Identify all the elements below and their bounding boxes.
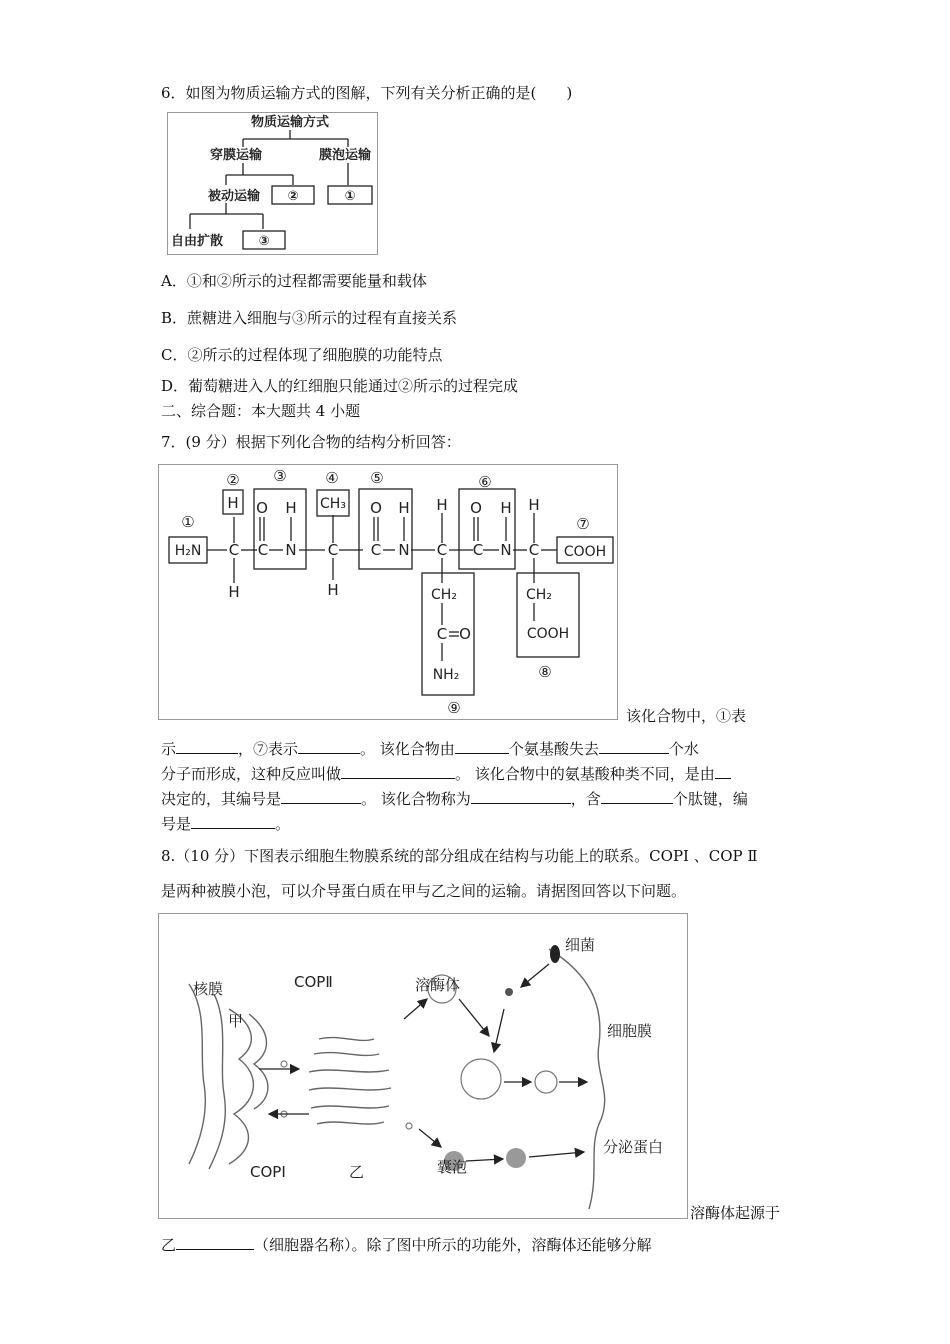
q7-line-4: [161, 813, 290, 834]
section-heading: 二、综合题：本大题共 4 小题: [161, 402, 361, 420]
num-1: ①: [344, 189, 356, 204]
membrane-diagram: [159, 914, 687, 1218]
answer-blank[interactable]: [471, 791, 571, 804]
c-r3: C: [436, 625, 448, 643]
ch2-r3: CH₂: [431, 587, 457, 603]
q7-text: 决定的，其编号是: [161, 790, 282, 808]
membrane-system-figure: [158, 913, 688, 1219]
num-2: ②: [287, 189, 299, 204]
vesicle-label: 膜泡运输: [318, 148, 372, 163]
copii-label: COPⅡ: [294, 973, 333, 991]
ch3-group: CH₃: [320, 496, 346, 512]
secretory-protein-label: 分泌蛋白: [603, 1138, 664, 1156]
o-1: O: [256, 499, 268, 517]
h-n-3: H: [500, 499, 512, 517]
peptide-structure: [159, 465, 617, 719]
c-alpha-4: C: [528, 541, 540, 559]
label-6: ⑥: [478, 473, 492, 491]
peptide-structure-figure: [158, 464, 618, 720]
c-alpha-1: C: [228, 541, 240, 559]
q8-line-1: [161, 1234, 652, 1255]
c-carbonyl-1: C: [257, 541, 269, 559]
jia-label: 甲: [228, 1012, 244, 1030]
q7-line-1: [161, 738, 699, 759]
label-9: ⑨: [447, 699, 461, 717]
nuclear-envelope-label: 核膜: [193, 980, 224, 998]
h-below-2: H: [327, 581, 339, 599]
q7-line-2: [161, 763, 731, 784]
h-above-3: H: [436, 496, 448, 514]
vesicle-label: 囊泡: [437, 1158, 468, 1176]
q8-stem-1: 8.（10 分）下图表示细胞生物膜系统的部分组成在结构与功能上的联系。COPⅠ 、COP Ⅱ: [161, 847, 758, 865]
h-above-4: H: [528, 496, 540, 514]
passive-label: 被动运输: [207, 189, 261, 204]
root-label: 物质运输方式: [250, 115, 330, 130]
q6-stem: 6．如图为物质运输方式的图解，下列有关分析正确的是( ): [161, 84, 573, 102]
q7-text: 个肽键，编: [672, 790, 748, 808]
h-r1: H: [227, 494, 239, 512]
q7-after-figure: 该化合物中，①表: [626, 707, 747, 725]
o-3: O: [470, 499, 482, 517]
answer-blank[interactable]: [599, 741, 669, 754]
free-label: 自由扩散: [170, 234, 224, 249]
label-8: ⑧: [538, 663, 552, 681]
ch2-r4: CH₂: [526, 587, 552, 603]
label-5: ⑤: [370, 469, 384, 487]
q7-stem: 7．(9 分）根据下列化合物的结构分析回答：: [161, 433, 461, 451]
q6-option-a: A．①和②所示的过程都需要能量和载体: [161, 272, 427, 290]
amino-group: H₂N: [174, 543, 202, 559]
q6-option-d: D．葡萄糖进入人的红细胞只能通过②所示的过程完成: [161, 377, 519, 395]
q7-text: 。 该化合物由: [360, 740, 455, 758]
q8-text: 乙: [161, 1236, 177, 1254]
bacteria-label: 细菌: [565, 936, 596, 954]
q7-text: ，⑦表示: [238, 740, 299, 758]
box-r4: [517, 573, 579, 657]
q6-option-b: B．蔗糖进入细胞与③所示的过程有直接关系: [161, 309, 458, 327]
q7-text: 。: [275, 815, 291, 833]
c-carbonyl-3: C: [472, 541, 484, 559]
plasma-membrane-label: 细胞膜: [607, 1022, 653, 1040]
q7-line-3: [161, 788, 748, 809]
label-4: ④: [325, 469, 339, 487]
n-2: N: [398, 541, 410, 559]
transport-tree: [168, 113, 377, 254]
h-below-1: H: [228, 583, 240, 601]
q8-stem-2: 是两种被膜小泡，可以介导蛋白质在甲与乙之间的运输。请据图回答以下问题。: [161, 882, 687, 900]
answer-blank[interactable]: [341, 766, 455, 779]
q7-text: 分子而形成，这种反应叫做: [161, 765, 342, 783]
yi-label: 乙: [349, 1163, 365, 1181]
c-carbonyl-2: C: [370, 541, 382, 559]
q7-text: 。 该化合物中的氨基酸种类不同，是由: [455, 765, 715, 783]
num-3: ③: [258, 234, 270, 249]
answer-blank[interactable]: [176, 1237, 254, 1250]
nh2-group: NH₂: [432, 667, 460, 683]
n-3: N: [500, 541, 512, 559]
q7-text: 示: [161, 740, 177, 758]
q7-text: ，含: [570, 790, 601, 808]
c-alpha-3: C: [436, 541, 448, 559]
q7-text: 。 该化合物称为: [361, 790, 471, 808]
label-2: ②: [226, 471, 240, 489]
copi-label: COPⅠ: [250, 1163, 286, 1181]
o-2: O: [370, 499, 382, 517]
lysosome-label: 溶酶体: [415, 976, 461, 994]
q7-text: 个氨基酸失去: [508, 740, 599, 758]
carboxyl-group: COOH: [563, 544, 607, 560]
q6-option-c: C．②所示的过程体现了细胞膜的功能特点: [161, 346, 443, 364]
answer-blank[interactable]: [281, 791, 361, 804]
n-1: N: [285, 541, 297, 559]
answer-blank[interactable]: [601, 791, 673, 804]
label-3: ③: [273, 467, 287, 485]
answer-blank[interactable]: [191, 816, 275, 829]
answer-blank[interactable]: [455, 741, 509, 754]
q8-after-figure: 溶酶体起源于: [690, 1204, 781, 1222]
cooh-r4: COOH: [526, 626, 570, 642]
q8-text: （细胞器名称）。除了图中所示的功能外，溶酶体还能够分解: [254, 1236, 652, 1254]
label-1: ①: [181, 513, 195, 531]
answer-blank[interactable]: [298, 741, 360, 754]
answer-blank[interactable]: [715, 766, 731, 779]
h-n-2: H: [398, 499, 410, 517]
c-alpha-2: C: [327, 541, 339, 559]
q7-text: 号是: [161, 815, 192, 833]
q7-text: 个水: [668, 740, 699, 758]
trans-label: 穿膜运输: [209, 148, 263, 163]
label-7: ⑦: [576, 515, 590, 533]
h-n-1: H: [285, 499, 297, 517]
transport-diagram: [167, 112, 378, 255]
o-r3: O: [459, 625, 471, 643]
answer-blank[interactable]: [176, 741, 238, 754]
